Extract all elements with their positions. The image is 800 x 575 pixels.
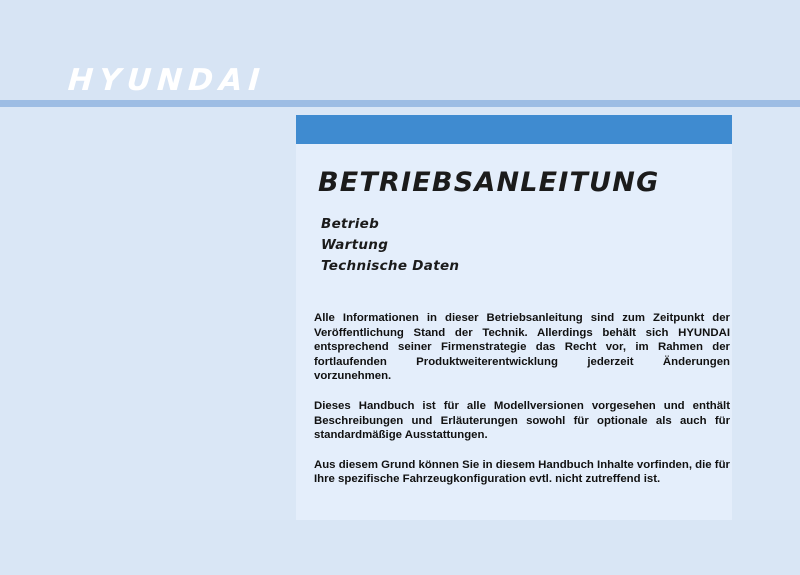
list-item: Betrieb	[321, 216, 380, 232]
cover-content-card	[296, 115, 732, 520]
page-title: BETRIEBSANLEITUNG	[318, 167, 660, 198]
header-divider	[0, 100, 800, 107]
list-item: Wartung	[321, 237, 389, 253]
paragraph: Aus diesem Grund können Sie in diesem Handbuch Inhalte vorfinden, die für Ihre spezifische Fahrzeugkonfiguration evtl. nicht zutreffend ist.	[314, 458, 730, 486]
paragraph: Alle Informationen in dieser Betriebsanleitung sind zum Zeitpunkt der Veröffentlichung Stand der Technik. Allerdings behält sich HYUNDAI entsprechend seiner Firmenstrategie das Recht vor, im Rahmen der fortlaufenden Produktweiterentwicklung jederzeit Änderungen vorzunehmen.	[314, 312, 730, 383]
paragraph: Dieses Handbuch ist für alle Modellversionen vorgesehen und enthält Beschreibungen und Erläuterungen sowohl für optionale als auch für standardmäßige Ausstattungen.	[314, 399, 730, 442]
footer-band	[0, 520, 800, 575]
accent-bar	[296, 115, 732, 144]
section-list	[321, 214, 459, 277]
disclaimer-text	[314, 311, 730, 487]
hyundai-wordmark-icon: HYUNDAI	[66, 63, 267, 98]
list-item: Technische Daten	[321, 258, 460, 274]
